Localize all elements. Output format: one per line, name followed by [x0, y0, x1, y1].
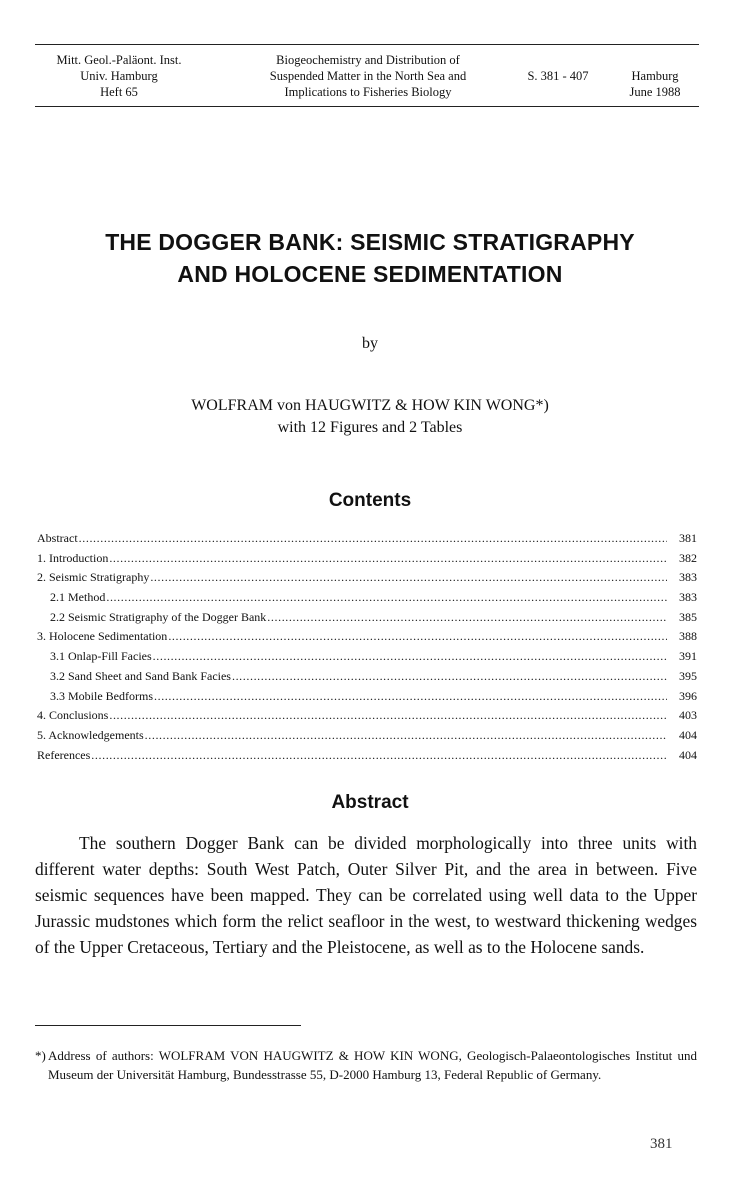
toc-page: 395 — [679, 668, 697, 683]
toc-leader-dots — [145, 728, 667, 743]
toc-row — [37, 708, 697, 728]
toc-row — [37, 728, 697, 748]
toc-leader-dots — [106, 590, 667, 605]
header-top-rule — [35, 44, 699, 45]
toc-leader-dots — [267, 610, 667, 625]
header-series-line: Biogeochemistry and Distribution of — [276, 53, 460, 67]
paper-title-line: THE DOGGER BANK: SEISMIC STRATIGRAPHY — [105, 229, 635, 255]
footnote-mark: *) — [35, 1048, 46, 1063]
toc-row — [37, 689, 697, 709]
toc-leader-dots — [154, 689, 667, 704]
by-line: by — [362, 335, 378, 352]
abstract-body — [35, 830, 697, 960]
toc-label: 3.3 Mobile Bedforms — [50, 688, 153, 703]
toc-leader-dots — [150, 570, 667, 585]
toc-row — [37, 629, 697, 649]
header-institution — [44, 52, 194, 100]
abstract-paragraph: The southern Dogger Bank can be divided morphologically into three units with different water depths: South West Patch, Outer Silver Pit, and the area in between. Five seismic sequences have been mapped. They can be correlated using well data to the Upper Jurassic mudstones which form the relict seafloor in the west, to westward thickening wedges of the Upper Cretaceous, Tertiary and the Pleistocene, as well as to the Holocene sands. — [35, 833, 697, 957]
footnote-rule — [35, 1025, 301, 1026]
header-date: June 1988 — [629, 85, 681, 99]
toc-label: 1. Introduction — [37, 550, 109, 565]
authors-block — [0, 395, 740, 439]
toc-label: 3.2 Sand Sheet and Sand Bank Facies — [50, 668, 231, 683]
header-place-date — [612, 68, 698, 100]
header-institution-line: Heft 65 — [100, 85, 138, 99]
figures-note: with 12 Figures and 2 Tables — [277, 419, 463, 436]
toc-leader-dots — [232, 669, 667, 684]
header-series-title — [232, 52, 504, 100]
toc-page: 396 — [679, 688, 697, 703]
toc-label: Abstract — [37, 531, 78, 545]
header-pages — [510, 68, 606, 84]
toc-page: 383 — [679, 570, 697, 585]
toc-page: 388 — [679, 629, 697, 644]
toc-row — [37, 531, 697, 551]
header-series-line: Suspended Matter in the North Sea and — [269, 69, 467, 83]
toc-row — [37, 551, 697, 571]
paper-title — [0, 226, 740, 290]
toc-leader-dots — [153, 649, 667, 664]
header-pages-text: S. 381 - 407 — [527, 69, 589, 83]
header-bottom-rule — [35, 106, 699, 107]
toc-page: 383 — [679, 590, 697, 605]
toc-page: 404 — [679, 747, 697, 762]
toc-leader-dots — [168, 629, 667, 644]
toc-leader-dots — [79, 531, 667, 546]
toc-label: References — [37, 747, 91, 762]
toc-row — [37, 748, 697, 768]
toc-leader-dots — [109, 551, 667, 566]
header-series-line: Implications to Fisheries Biology — [284, 85, 452, 99]
toc-row — [37, 570, 697, 590]
abstract-heading: Abstract — [331, 792, 409, 813]
authors: WOLFRAM von HAUGWITZ & HOW KIN WONG*) — [191, 397, 549, 414]
toc-row — [37, 590, 697, 610]
toc-label: 2.2 Seismic Stratigraphy of the Dogger Bank — [50, 609, 267, 624]
header-institution-line: Mitt. Geol.-Paläont. Inst. — [56, 53, 182, 67]
header-institution-line: Univ. Hamburg — [80, 69, 158, 83]
table-of-contents — [37, 531, 697, 767]
toc-row — [37, 669, 697, 689]
toc-row — [37, 610, 697, 630]
toc-page: 385 — [679, 609, 697, 624]
toc-label: 4. Conclusions — [37, 708, 109, 723]
toc-page: 391 — [679, 649, 697, 664]
toc-label: 3. Holocene Sedimentation — [37, 629, 168, 644]
toc-leader-dots — [91, 748, 667, 763]
footnote — [35, 1046, 697, 1084]
toc-label: 2. Seismic Stratigraphy — [37, 570, 150, 585]
toc-page: 382 — [679, 550, 697, 565]
toc-label: 2.1 Method — [50, 590, 106, 605]
footnote-text: Address of authors: WOLFRAM VON HAUGWITZ & HOW KIN WONG, Geologisch-Palaeontologisches Institut und Museum der Universität Hamburg, Bundesstrasse 55, D-2000 Hamburg 13, Federal Republic of Germany. — [48, 1048, 697, 1082]
toc-label: 5. Acknowledgements — [37, 727, 144, 742]
toc-label: 3.1 Onlap-Fill Facies — [50, 649, 152, 664]
toc-page: 404 — [679, 727, 697, 742]
page-number: 381 — [650, 1136, 673, 1152]
header-place: Hamburg — [631, 69, 679, 83]
toc-leader-dots — [109, 708, 667, 723]
contents-heading: Contents — [328, 490, 412, 511]
toc-page: 381 — [679, 531, 697, 545]
toc-row — [37, 649, 697, 669]
toc-page: 403 — [679, 708, 697, 723]
paper-title-line: AND HOLOCENE SEDIMENTATION — [177, 261, 563, 287]
